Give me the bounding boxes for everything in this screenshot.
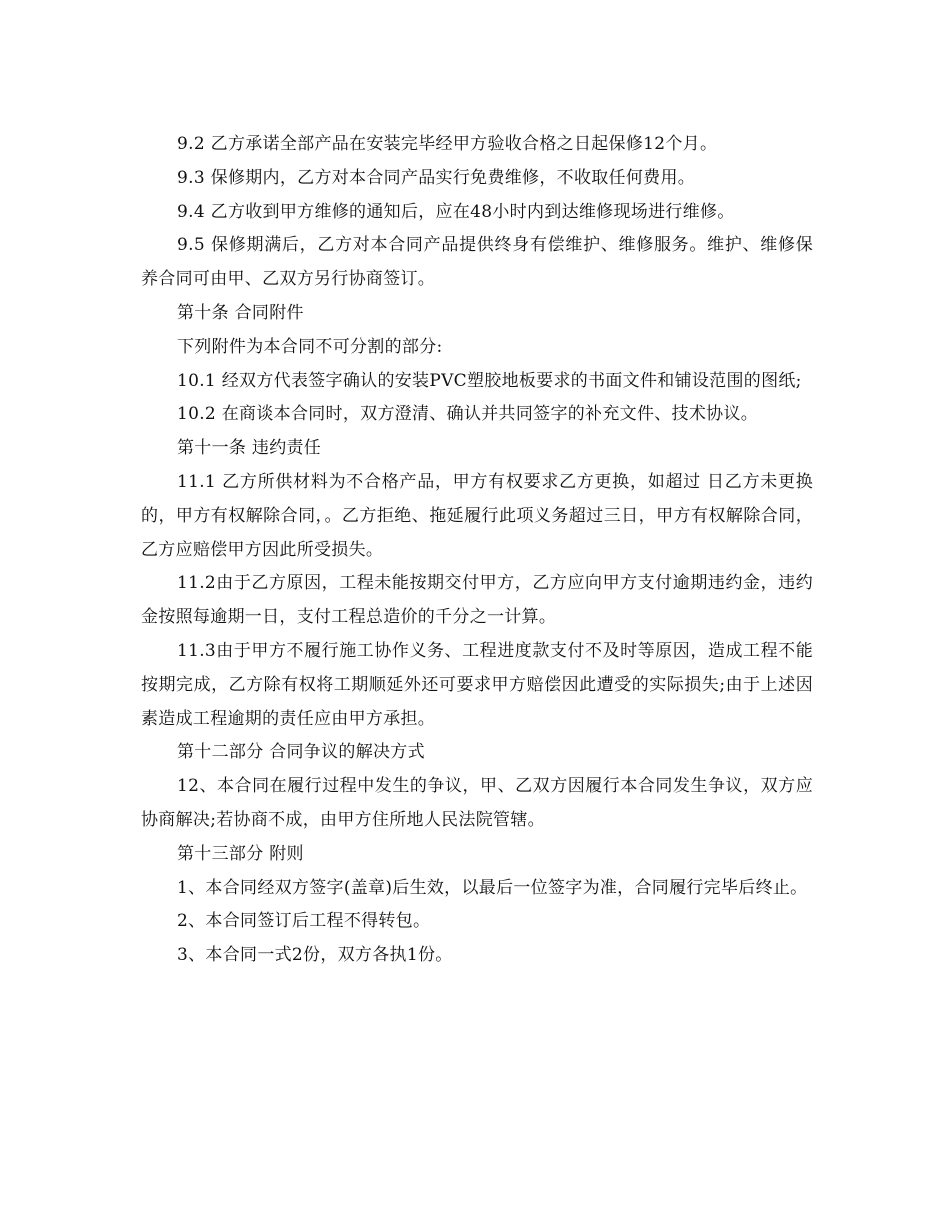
- clause-11-2: 11.2由于乙方原因，工程未能按期交付甲方，乙方应向甲方支付逾期违约金，违约金按照每逾期一日，支付工程总造价的千分之一计算。: [141, 573, 813, 628]
- clause-13-3: 3、本合同一式2份，双方各执1份。: [177, 945, 453, 966]
- clause-10-1: 10.1 经双方代表签字确认的安装PVC塑胶地板要求的书面文件和铺设范围的图纸;: [177, 370, 802, 391]
- clause-11-3: 11.3由于甲方不履行施工协作义务、工程进度款支付不及时等原因，造成工程不能按期完成，乙方除有权将工期顺延外还可要求甲方赔偿因此遭受的实际损失;由于上述因素造成工程逾期的责任应由甲方承担。: [141, 640, 813, 729]
- section-heading-10: 第十条 合同附件: [177, 302, 304, 323]
- section-heading-12: 第十二部分 合同争议的解决方式: [177, 742, 425, 763]
- clause-13-1: 1、本合同经双方签字(盖章)后生效，以最后一位签字为准，合同履行完毕后终止。: [177, 877, 808, 898]
- document-body: [141, 128, 813, 973]
- section-heading-13: 第十三部分 附则: [177, 843, 304, 864]
- clause-9-4: 9.4 乙方收到甲方维修的通知后，应在48小时内到达维修现场进行维修。: [177, 201, 735, 222]
- clause-9-5: 9.5 保修期满后，乙方对本合同产品提供终身有偿维护、维修服务。维护、维修保养合同可由甲、乙双方另行协商签订。: [141, 235, 813, 290]
- section-heading-11: 第十一条 违约责任: [177, 438, 322, 459]
- clause-12: 12、本合同在履行过程中发生的争议，甲、乙双方因履行本合同发生争议，双方应协商解决;若协商不成，由甲方住所地人民法院管辖。: [141, 776, 813, 830]
- clause-9-3: 9.3 保修期内，乙方对本合同产品实行免费维修，不收取任何费用。: [177, 167, 696, 188]
- clause-10-2: 10.2 在商谈本合同时，双方澄清、确认并共同签字的补充文件、技术协议。: [177, 404, 759, 425]
- clause-9-2: 9.2 乙方承诺全部产品在安装完毕经甲方验收合格之日起保修12个月。: [177, 134, 718, 154]
- clause-10-intro: 下列附件为本合同不可分割的部分:: [177, 336, 443, 357]
- clause-13-2: 2、本合同签订后工程不得转包。: [177, 911, 431, 932]
- clause-11-1: 11.1 乙方所供材料为不合格产品，甲方有权要求乙方更换，如超过 日乙方未更换的，甲方有权解除合同，。乙方拒绝、拖延履行此项义务超过三日，甲方有权解除合同，乙方应赔偿甲方因此所受损失。: [141, 471, 813, 560]
